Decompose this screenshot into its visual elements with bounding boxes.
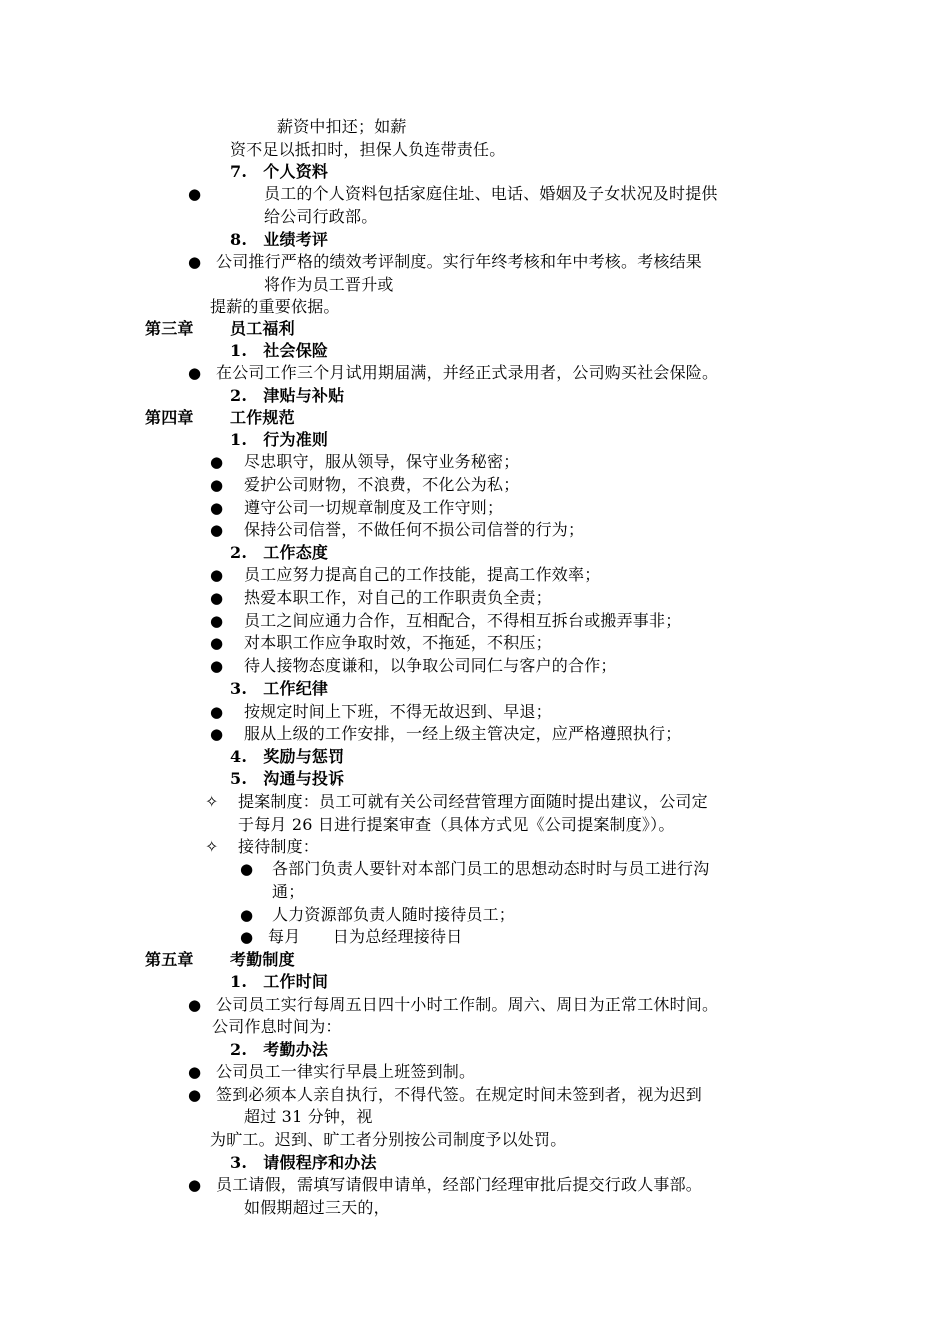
text-line: 提案制度：员工可就有关公司经营管理方面随时提出建议，公司定 (238, 792, 708, 811)
list-item: 人力资源部负责人随时接待员工； (272, 905, 516, 924)
text-line: 接待制度： (238, 837, 320, 856)
text-line: 为旷工。迟到、旷工者分别按公司制度予以处罚。 (210, 1130, 567, 1149)
text-line: 如假期超过三天的， (244, 1198, 390, 1217)
diamond-bullet-icon: ✧ (205, 792, 219, 811)
bullet-icon: ● (210, 566, 224, 584)
list-item: 员工之间应通力合作，互相配合，不得相互拆台或搬弄事非； (244, 611, 682, 630)
chapter-title: 考勤制度 (230, 950, 295, 969)
list-item: 待人接物态度谦和，以争取公司同仁与客户的合作； (244, 656, 617, 675)
text-line: 将作为员工晋升或 (264, 275, 394, 294)
bullet-icon: ● (210, 634, 224, 652)
bullet-icon: ● (240, 906, 254, 924)
text-line: 通； (272, 882, 305, 901)
bullet-icon: ● (188, 364, 202, 382)
bullet-icon: ● (210, 657, 224, 675)
section-heading: 2. 津贴与补贴 (230, 386, 345, 405)
section-heading: 5. 沟通与投诉 (230, 769, 345, 788)
text-line: 公司员工实行每周五日四十小时工作制。周六、周日为正常工休时间。 (216, 995, 719, 1014)
list-item: 爱护公司财物，不浪费，不化公为私； (244, 475, 520, 494)
list-item: 服从上级的工作安排，一经上级主管决定，应严格遵照执行； (244, 724, 682, 743)
chapter-title: 员工福利 (230, 319, 295, 338)
bullet-icon: ● (210, 476, 224, 494)
chapter-number: 第三章 (145, 319, 194, 338)
section-heading-8: 8. 业绩考评 (230, 230, 329, 249)
chapter-number: 第四章 (145, 408, 194, 427)
text-line: 资不足以抵扣时，担保人负连带责任。 (230, 140, 506, 159)
text-line: 公司员工一律实行早晨上班签到制。 (216, 1062, 476, 1081)
chapter-number: 第五章 (145, 950, 194, 969)
list-item: 热爱本职工作，对自己的工作职责负全责； (244, 588, 552, 607)
list-item: 保持公司信誉，不做任何不损公司信誉的行为； (244, 520, 585, 539)
bullet-icon: ● (210, 612, 224, 630)
text-line: 公司作息时间为： (212, 1017, 342, 1036)
text-line: 于每月 26 日进行提案审查（具体方式见《公司提案制度》）。 (238, 815, 675, 834)
list-item: 各部门负责人要针对本部门员工的思想动态时时与员工进行沟 (272, 859, 710, 878)
section-heading: 1. 工作时间 (230, 972, 329, 991)
text-line: 员工的个人资料包括家庭住址、电话、婚姻及子女状况及时提供 (264, 184, 718, 203)
bullet-icon: ● (188, 1086, 202, 1104)
text-line: 提薪的重要依据。 (210, 297, 340, 316)
list-item: 每月 日为总经理接待日 (268, 927, 463, 946)
bullet-icon: ● (210, 453, 224, 471)
section-heading: 3. 工作纪律 (230, 679, 329, 698)
bullet-icon: ● (188, 1063, 202, 1081)
bullet-icon: ● (210, 521, 224, 539)
bullet-icon: ● (210, 725, 224, 743)
diamond-bullet-icon: ✧ (205, 837, 219, 856)
section-heading: 2. 工作态度 (230, 543, 329, 562)
section-heading: 4. 奖励与惩罚 (230, 747, 345, 766)
text-line: 给公司行政部。 (264, 207, 378, 226)
bullet-icon: ● (188, 185, 202, 203)
text-line: 签到必须本人亲自执行，不得代签。在规定时间未签到者，视为迟到 (216, 1085, 703, 1104)
list-item: 按规定时间上下班，不得无故迟到、早退； (244, 702, 552, 721)
bullet-icon: ● (210, 499, 224, 517)
bullet-icon: ● (240, 928, 254, 946)
bullet-icon: ● (210, 703, 224, 721)
section-heading: 3. 请假程序和办法 (230, 1153, 377, 1172)
section-heading-7: 7. 个人资料 (230, 162, 329, 181)
section-heading: 2. 考勤办法 (230, 1040, 329, 1059)
bullet-icon: ● (188, 996, 202, 1014)
text-line: 公司推行严格的绩效考评制度。实行年终考核和年中考核。考核结果 (216, 252, 703, 271)
list-item: 员工应努力提高自己的工作技能，提高工作效率； (244, 565, 601, 584)
text-line: 超过 31 分钟，视 (244, 1107, 373, 1126)
text-line: 在公司工作三个月试用期届满，并经正式录用者，公司购买社会保险。 (216, 363, 719, 382)
list-item: 尽忠职守，服从领导，保守业务秘密； (244, 452, 520, 471)
chapter-title: 工作规范 (230, 408, 295, 427)
text-line: 员工请假，需填写请假申请单，经部门经理审批后提交行政人事部。 (216, 1175, 703, 1194)
list-item: 遵守公司一切规章制度及工作守则； (244, 498, 504, 517)
bullet-icon: ● (210, 589, 224, 607)
section-heading: 1. 社会保险 (230, 341, 329, 360)
bullet-icon: ● (188, 253, 202, 271)
list-item: 对本职工作应争取时效，不拖延，不积压； (244, 633, 552, 652)
section-heading: 1. 行为准则 (230, 430, 329, 449)
bullet-icon: ● (240, 860, 254, 878)
bullet-icon: ● (188, 1176, 202, 1194)
text-line: 薪资中扣还；如薪 (277, 117, 407, 136)
